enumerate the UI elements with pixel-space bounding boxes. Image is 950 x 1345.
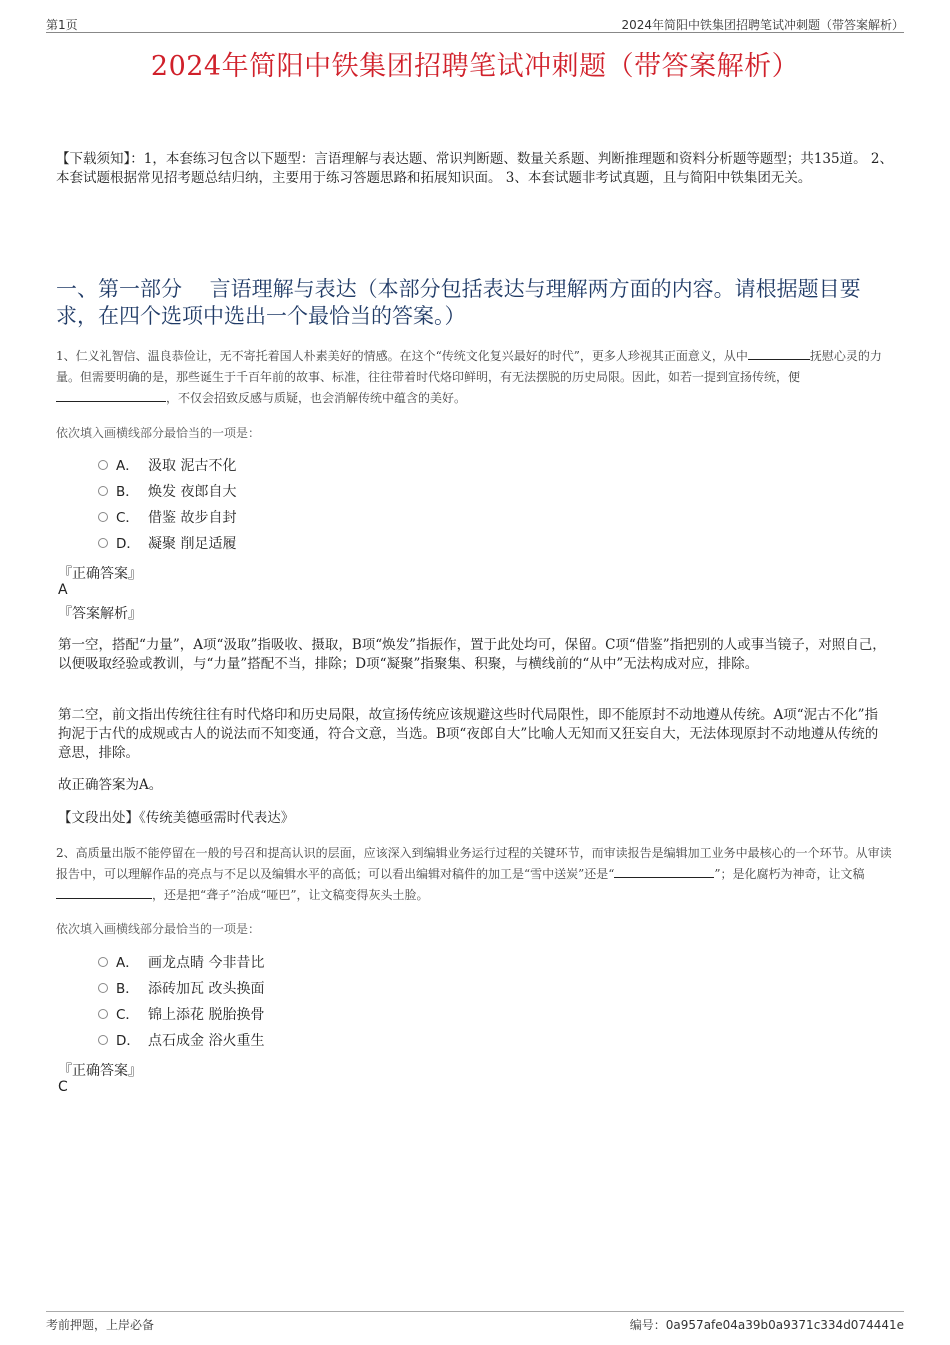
radio-icon[interactable] (98, 512, 108, 522)
question-1-option-b[interactable]: B． 焕发 夜郎自大 (98, 483, 236, 501)
question-1-analysis-3: 故正确答案为A。 (58, 777, 163, 793)
question-1-answer-label: 『正确答案』 (58, 566, 142, 582)
question-2-instruction: 依次填入画横线部分最恰当的一项是： (56, 922, 261, 936)
blank-1 (614, 865, 714, 878)
question-2-answer: C (58, 1079, 68, 1095)
header-doc-title: 2024年简阳中铁集团招聘笔试冲刺题（带答案解析） (621, 18, 904, 32)
question-2-option-a[interactable]: A． 画龙点睛 今非昔比 (98, 954, 264, 972)
question-1-option-c[interactable]: C． 借鉴 故步自封 (98, 509, 236, 527)
question-1-option-d[interactable]: D． 凝聚 削足适履 (98, 535, 236, 553)
radio-icon[interactable] (98, 957, 108, 967)
page-header (46, 14, 904, 33)
question-2-option-c[interactable]: C． 锦上添花 脱胎换骨 (98, 1006, 264, 1024)
document-title: 2024年简阳中铁集团招聘笔试冲刺题（带答案解析） (150, 51, 800, 82)
blank-2 (56, 886, 152, 899)
question-2-option-b[interactable]: B． 添砖加瓦 改头换面 (98, 980, 264, 998)
question-1-text: 1、仁义礼智信、温良恭俭让，无不寄托着国人朴素美好的情感。在这个“传统文化复兴最好的时代”，更多人珍视其正面意义，从中 抚慰心灵的力量。但需要明确的是，那些诞生于千百年前的故事、标准，往往带着时代烙印鲜明，有无法摆脱的历史局限。因此，如若一提到宣扬传统，便，不仅会招致反感与质疑，也会消解传统中蕴含的美好。 (56, 349, 882, 405)
question-1-analysis-1: 第一空，搭配“力量”，A项“汲取”指吸收、摄取，B项“焕发”指振作，置于此处均可，保留。C项“借鉴”指把别的人或事当镜子，对照自己，以便吸取经验或教训，与“力量”搭配不当，排除；D项“凝聚”指聚集、积聚，与横线前的“从中”无法构成对应，排除。 (58, 637, 886, 672)
blank-2 (56, 389, 166, 402)
radio-icon[interactable] (98, 538, 108, 548)
page-number: 第1页 (46, 18, 78, 32)
radio-icon[interactable] (98, 460, 108, 470)
footer-code: 编号：0a957afe04a39b0a9371c334d074441e (629, 1318, 904, 1332)
question-1-option-a[interactable]: A． 汲取 泥古不化 (98, 457, 236, 475)
question-2-option-d[interactable]: D． 点石成金 浴火重生 (98, 1032, 264, 1050)
question-1-analysis-2: 第二空，前文指出传统往往有时代烙印和历史局限，故宣扬传统应该规避这些时代局限性，即不能原封不动地遵从传统。A项“泥古不化”指拘泥于古代的成规或古人的说法而不知变通，符合文意，当选。B项“夜郎自大”比喻人无知而又狂妄自大，无法体现原封不动地遵从传统的意思，排除。 (58, 707, 879, 761)
question-1-analysis-label: 『答案解析』 (58, 606, 142, 622)
download-notice: 【下载须知】：1，本套练习包含以下题型：言语理解与表达题、常识判断题、数量关系题、判断推理题和资料分析题等题型；共135道。 2、本套试题根据常见招考题总结归纳，主要用于练习答题思路和拓展知识面。 3、本套试题非考试真题，且与简阳中铁集团无关。 (56, 151, 893, 186)
blank-1 (748, 347, 810, 360)
radio-icon[interactable] (98, 983, 108, 993)
section-title: 一、第一部分 言语理解与表达（本部分包括表达与理解两方面的内容。请根据题目要求，在四个选项中选出一个最恰当的答案。） (56, 277, 861, 328)
page-footer (46, 1311, 904, 1334)
radio-icon[interactable] (98, 486, 108, 496)
question-1-answer: A (58, 582, 68, 598)
radio-icon[interactable] (98, 1035, 108, 1045)
question-2-text: 2、高质量出版不能停留在一般的号召和提高认识的层面，应该深入到编辑业务运行过程的关键环节，而审读报告是编辑加工业务中最核心的一个环节。从审读报告中，可以理解作品的亮点与不足以及编辑水平的高低；可以看出编辑对稿件的加工是“雪中送炭”还是“ ”；是化腐朽为神奇，让文稿，还是把“聋子”治成“哑巴”，让文稿变得灰头土脸。 (56, 846, 892, 902)
radio-icon[interactable] (98, 1009, 108, 1019)
question-2-answer-label: 『正确答案』 (58, 1063, 142, 1079)
footer-slogan: 考前押题，上岸必备 (46, 1318, 155, 1332)
question-1-source: 【文段出处】《传统美德亟需时代表达》 (58, 810, 295, 826)
question-1-instruction: 依次填入画横线部分最恰当的一项是： (56, 426, 261, 440)
